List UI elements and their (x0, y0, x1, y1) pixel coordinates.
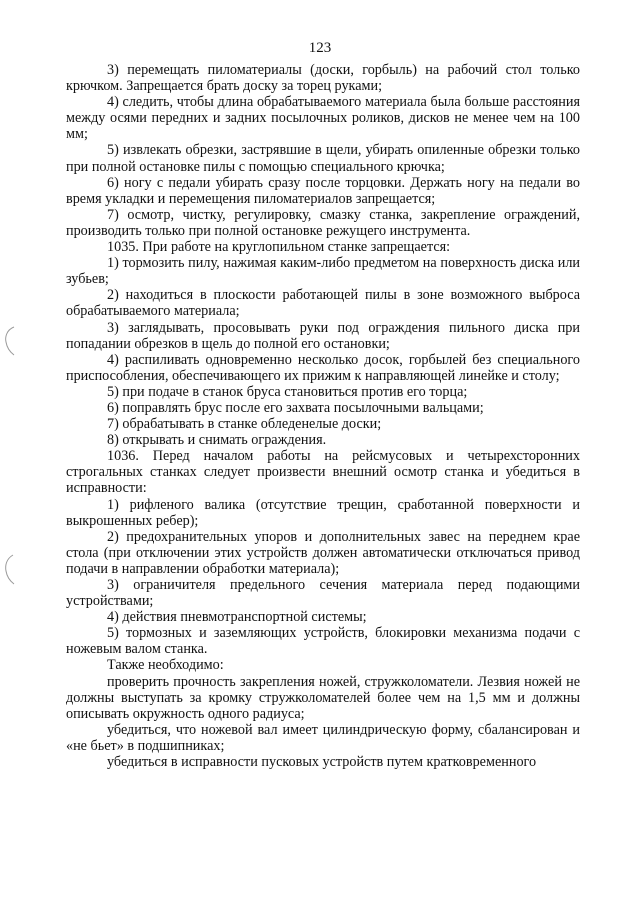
paragraph-1035-item-7: 7) обрабатывать в станке обледенелые доски; (107, 416, 382, 433)
paragraph-1035-item-2: 2) находиться в плоскости работающей пилы в зоне возможного выброса обрабатываемого материала; (66, 287, 580, 320)
paragraph-clause-1036: 1036. Перед началом работы на рейсмусовых и четырехсторонних строгальных станках следует произвести внешний осмотр станка и убедиться в исправности: (66, 448, 580, 497)
paragraph-1035-item-1: 1) тормозить пилу, нажимая каким-либо предметом на поверхность диска или зубьев; (66, 255, 580, 288)
paragraph-item-4: 4) следить, чтобы длина обрабатываемого материала была больше расстояния между осями передних и задних посылочных роликов, дисков не менее чем на 100 мм; (66, 94, 580, 143)
paragraph-1035-item-8: 8) открывать и снимать ограждения. (107, 432, 327, 449)
paragraph-1036-item-3: 3) ограничителя предельного сечения материала перед подающими устройствами; (66, 577, 580, 610)
paragraph-1036-item-1: 1) рифленого валика (отсутствие трещин, сработанной поверхности и выкрошенных ребер); (66, 496, 580, 529)
page-number: 123 (308, 40, 332, 56)
paragraph-check-start-devices: убедиться в исправности пусковых устройств путем кратковременного (107, 754, 537, 771)
paragraph-check-shaft: убедиться, что ножевой вал имеет цилиндрическую форму, сбалансирован и «не бьет» в подшипниках; (66, 721, 580, 754)
paragraph-item-6: 6) ногу с педали убирать сразу после торцовки. Держать ногу на педали во время укладки и перемещения пиломатериалов запрещается; (66, 174, 580, 207)
paragraph-1036-item-5: 5) тормозных и заземляющих устройств, блокировки механизма подачи с ножевым валом станка. (66, 625, 580, 658)
paragraph-clause-1035: 1035. При работе на круглопильном станке запрещается: (107, 239, 451, 256)
binding-hole-mark-icon (2, 324, 16, 358)
paragraph-1036-item-2: 2) предохранительных упоров и дополнительных завес на переднем крае стола (при отключении этих устройств должен автоматически отключаться привод подачи в направлении обработки материала); (66, 528, 580, 577)
paragraph-1035-item-6: 6) поправлять брус после его захвата посылочными вальцами; (107, 399, 484, 416)
paragraph-also-required: Также необходимо: (107, 657, 224, 674)
document-body (66, 62, 580, 770)
paragraph-1036-item-4: 4) действия пневмотранспортной системы; (107, 609, 367, 626)
paragraph-1035-item-5: 5) при подаче в станок бруса становиться против его торца; (107, 383, 468, 400)
paragraph-item-7: 7) осмотр, чистку, регулировку, смазку станка, закрепление ограждений, производить только при полной остановке режущего инструмента. (66, 206, 580, 239)
paragraph-item-5: 5) извлекать обрезки, застрявшие в щели, убирать опиленные обрезки только при полной остановке пилы с помощью специального крючка; (66, 142, 580, 175)
binding-hole-mark-icon (2, 552, 16, 586)
paragraph-1035-item-3: 3) заглядывать, просовывать руки под ограждения пильного диска при попадании обрезков в щель до полной его остановки; (66, 319, 580, 352)
paragraph-item-3: 3) перемещать пиломатериалы (доски, горбыль) на рабочий стол только крючком. Запрещается брать доску за торец руками; (66, 62, 580, 95)
paragraph-1035-item-4: 4) распиливать одновременно несколько досок, горбылей без специального приспособления, обеспечивающего их прижим к направляющей линейке и столу; (66, 351, 580, 384)
paragraph-check-knives: проверить прочность закрепления ножей, стружколоматели. Лезвия ножей не должны выступать за кромку стружколомателей более чем на 1,5 мм и должны описывать окружность одного радиуса; (66, 673, 580, 722)
